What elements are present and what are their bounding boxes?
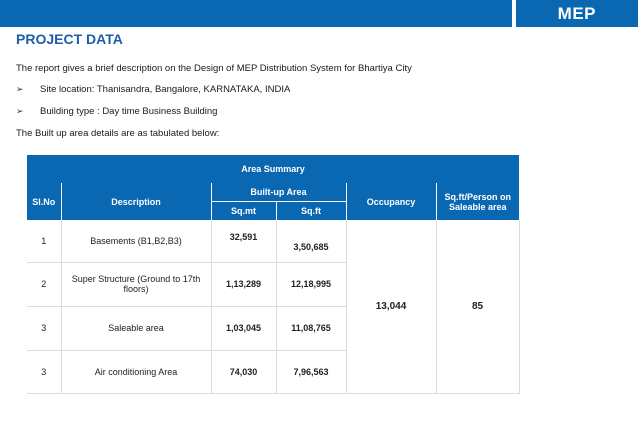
row-description: Basements (B1,B2,B3) xyxy=(61,220,211,262)
bullet-text: Site location: Thanisandra, Bangalore, KARNATAKA, INDIA xyxy=(40,84,291,95)
table-title: Area Summary xyxy=(241,164,305,174)
row-sq-mt: 74,030 xyxy=(211,350,276,393)
row-sl-no: 3 xyxy=(27,350,61,393)
sqft-per-person-value: 85 xyxy=(436,220,519,393)
header-sq-mt: Sq.mt xyxy=(211,202,276,221)
row-sq-ft: 12,18,995 xyxy=(276,262,346,306)
header-built-up-area: Built-up Area xyxy=(211,183,346,202)
header-occupancy: Occupancy xyxy=(346,183,436,220)
area-summary-table xyxy=(27,155,520,394)
row-sq-mt: 1,13,289 xyxy=(211,262,276,306)
arrow-bullet-icon: ➢ xyxy=(16,106,24,116)
arrow-bullet-icon: ➢ xyxy=(16,84,24,94)
row-sq-ft: 11,08,765 xyxy=(276,306,346,350)
page-title: PROJECT DATA xyxy=(16,31,123,47)
row-sl-no: 3 xyxy=(27,306,61,350)
header-sq-ft: Sq.ft xyxy=(276,202,346,221)
bullet-text: Building type : Day time Business Building xyxy=(40,106,218,117)
row-description: Air conditioning Area xyxy=(61,350,211,393)
header-sqft-per-person: Sq.ft/Person on Saleable area xyxy=(436,183,519,220)
bullet-building-type xyxy=(16,106,217,117)
intro-text: The report gives a brief description on the Design of MEP Distribution System for Bhartiya City xyxy=(16,63,412,74)
mep-badge: MEP xyxy=(557,4,596,23)
row-sq-ft: 7,96,563 xyxy=(276,350,346,393)
table-intro-text: The Built up area details are as tabulated below: xyxy=(16,128,220,139)
row-sl-no: 1 xyxy=(27,220,61,262)
row-sq-mt: 32,591 xyxy=(211,220,276,262)
table-row xyxy=(27,220,519,262)
row-description: Super Structure (Ground to 17th floors) xyxy=(61,262,211,306)
row-description: Saleable area xyxy=(61,306,211,350)
top-banner-left xyxy=(0,0,512,27)
row-sl-no: 2 xyxy=(27,262,61,306)
occupancy-value: 13,044 xyxy=(346,220,436,393)
header-description: Description xyxy=(61,183,211,220)
header-sl-no: Sl.No xyxy=(32,196,56,207)
row-sq-ft: 3,50,685 xyxy=(276,220,346,262)
row-sq-mt: 1,03,045 xyxy=(211,306,276,350)
bullet-site-location xyxy=(16,84,290,95)
